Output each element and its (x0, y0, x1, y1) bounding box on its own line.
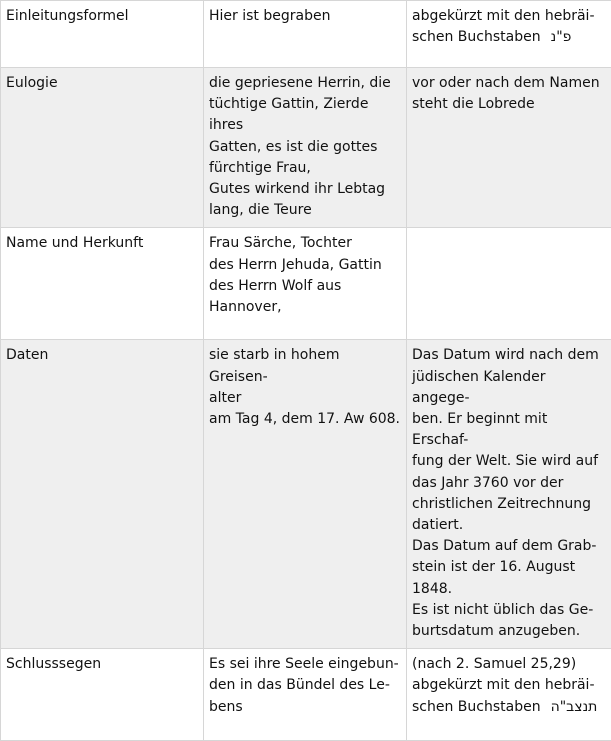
explanation-note (407, 649, 611, 741)
inscription-text: sie starb in hohem Greisen- alter am Tag 4, dem 17. Aw 608. (204, 340, 407, 649)
row-label: Einleitungsformel (1, 1, 204, 68)
inscription-text: Es sei ihre Seele eingebun- den in das Bündel des Le- bens (204, 649, 407, 741)
row-label: Schlusssegen (1, 649, 204, 741)
hebrew-abbreviation: תנצב"ה (551, 699, 598, 715)
inscription-text: die gepriesene Herrin, die tüchtige Gattin, Zierde ihres Gatten, es ist die gottes fürchtige Frau, Gutes wirkend ihr Lebtag lang, die Teure (204, 68, 407, 228)
table-row-eulogie (1, 68, 611, 228)
explanation-note: vor oder nach dem Namen steht die Lobrede (407, 68, 611, 228)
explanation-text: (nach 2. Samuel 25,29) abgekürzt mit den hebräi- schen Buchstaben (412, 656, 595, 714)
inscription-text: Frau Särche, Tochter des Herrn Jehuda, Gattin des Herrn Wolf aus Hannover, (204, 228, 407, 340)
explanation-note: Das Datum wird nach dem jüdischen Kalender angege- ben. Er beginnt mit Erschaf- fung der Welt. Sie wird auf das Jahr 3760 vor der christlichen Zeitrechnung datiert. Das Datum auf dem Grab- stein ist der 16. August 1848. Es ist nicht üblich das Ge- burtsdatum anzugeben. (407, 340, 611, 649)
table-row-name-herkunft (1, 228, 611, 340)
row-label: Eulogie (1, 68, 204, 228)
table-row-einleitungsformel (1, 1, 611, 68)
table-row-daten (1, 340, 611, 649)
row-label: Daten (1, 340, 204, 649)
explanation-note (407, 228, 611, 340)
explanation-note (407, 1, 611, 68)
table-row-schlusssegen (1, 649, 611, 741)
hebrew-abbreviation: פ"נ (551, 29, 572, 45)
row-label: Name und Herkunft (1, 228, 204, 340)
explanation-text: abgekürzt mit den hebräi- schen Buchstaben (412, 8, 595, 45)
inscription-text: Hier ist begraben (204, 1, 407, 68)
